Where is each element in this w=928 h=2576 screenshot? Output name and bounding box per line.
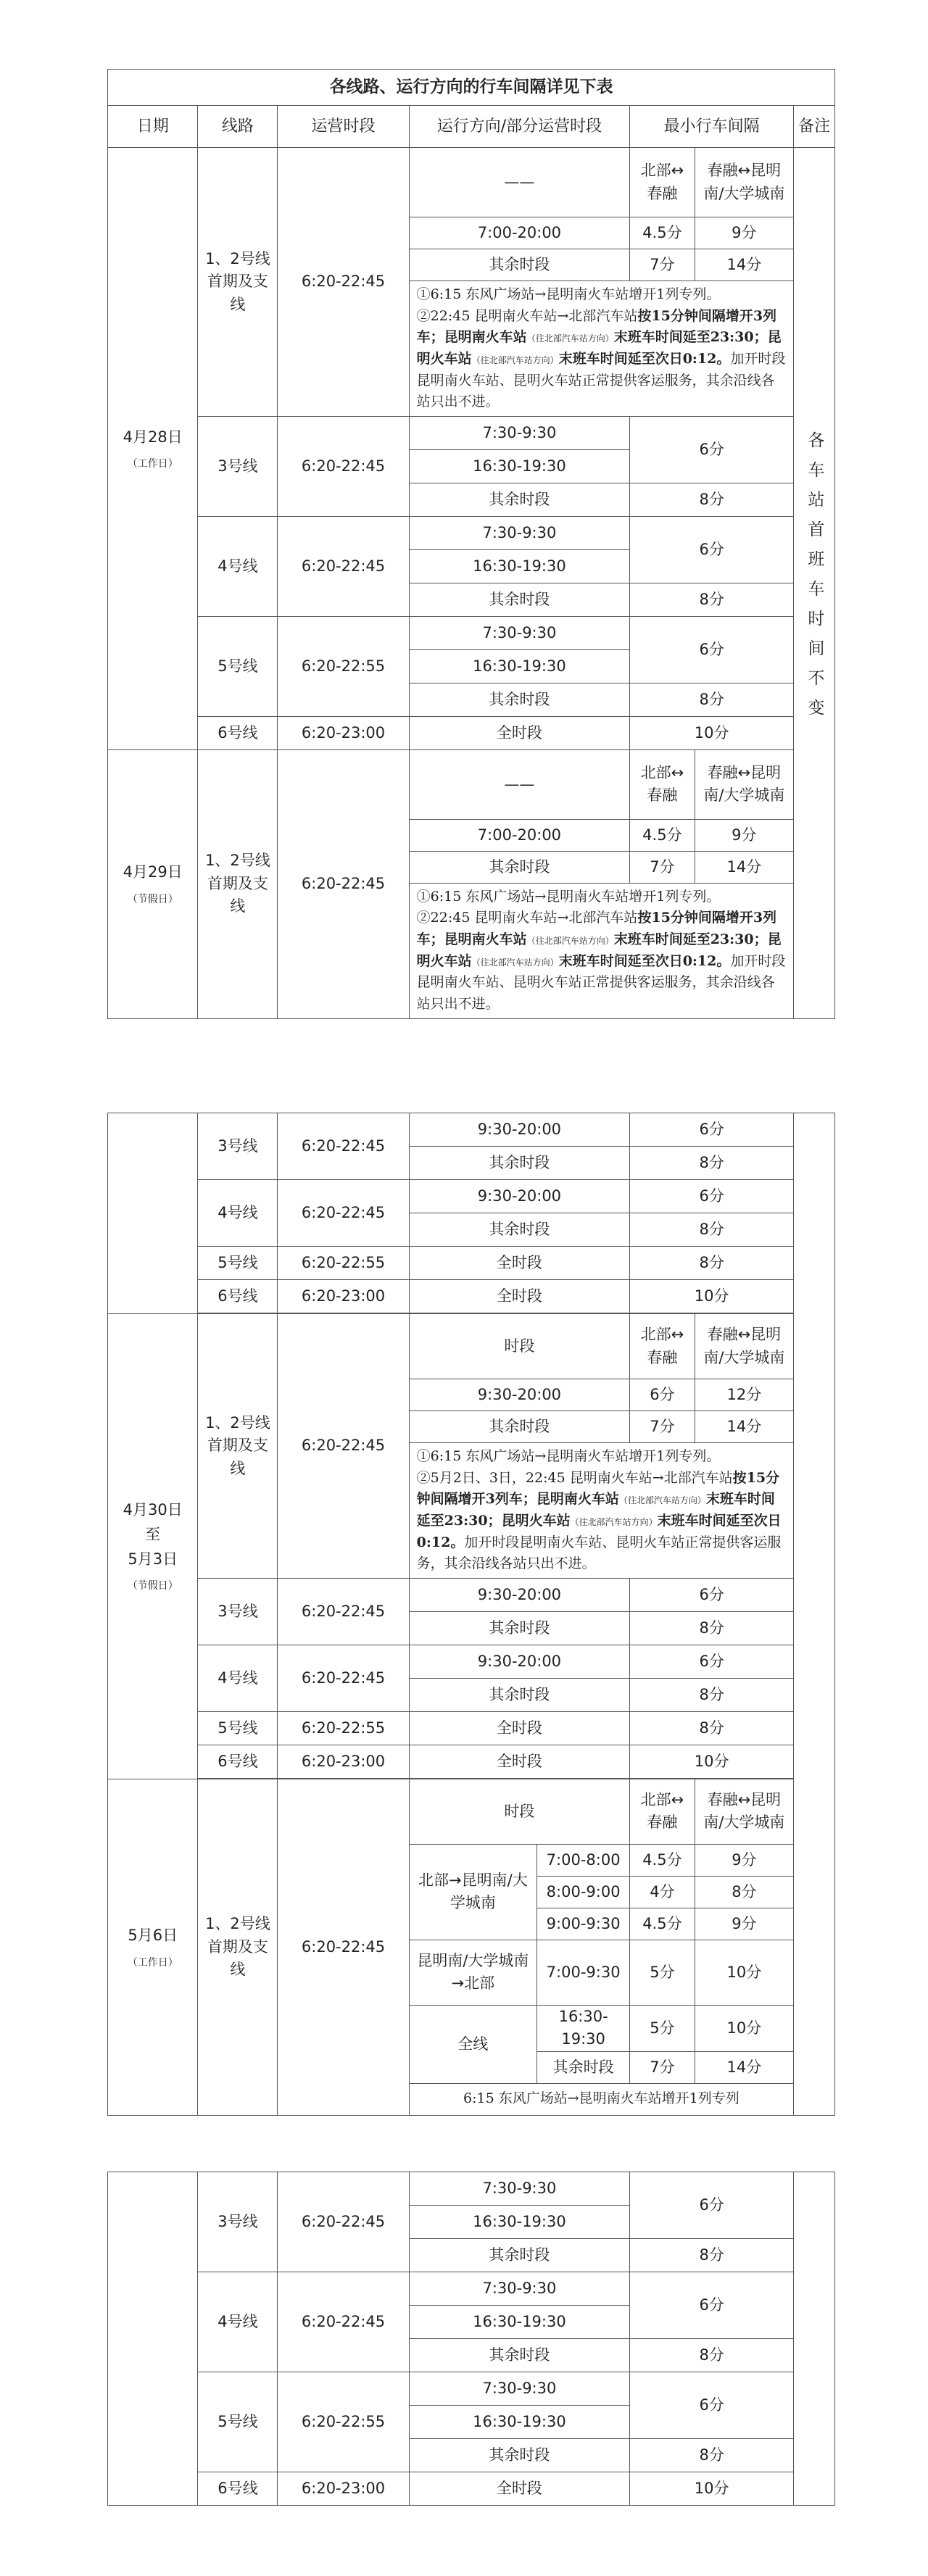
remarks-cell xyxy=(794,148,835,1019)
line-cell: 6号线 xyxy=(198,716,278,749)
line-cell: 4号线 xyxy=(198,2272,278,2372)
ops-cell: 6:20-22:45 xyxy=(278,148,409,417)
note-paragraph: ②22:45 昆明南火车站→北部汽车站按15分钟间隔增开3列车；昆明南火车站（往北部汽车站方向）末班车时间延至23:30；昆明火车站（往北部汽车站方向）末班车时间延至次日0:12。加开时段昆明南火车站、昆明火车站正常提供客运服务，其余沿线各站只出不进。 xyxy=(416,910,786,1012)
ops-cell: 6:20-22:45 xyxy=(278,416,409,516)
date-label: 4月30日 xyxy=(123,1501,183,1519)
period-cell: 9:30-20:00 xyxy=(409,1645,630,1678)
value-cell: 5分 xyxy=(630,2005,695,2051)
note-paragraph: ②5月2日、3日，22:45 昆明南火车站→北部汽车站按15分钟间隔增开3列车；昆明南火车站（往北部汽车站方向）末班车时间延至23:30；昆明火车站（往北部汽车站方向）末班车时间延至次日0:12。加开时段昆明南火车站、昆明火车站正常提供客运服务，其余沿线各站只出不进。 xyxy=(416,1469,782,1572)
value-cell: 8分 xyxy=(630,1611,794,1645)
period-cell: 9:30-20:00 xyxy=(409,1180,630,1213)
value-cell: 6分 xyxy=(630,2172,794,2239)
value-cell: 4分 xyxy=(630,1876,695,1908)
line-cell: 4号线 xyxy=(198,1180,278,1247)
period-cell: 其余时段 xyxy=(409,683,630,716)
period-cell: 7:30-9:30 xyxy=(409,2372,630,2406)
period-cell: 8:00-9:00 xyxy=(537,1876,630,1908)
line-cell: 6号线 xyxy=(198,2472,278,2506)
value-cell: 4.5分 xyxy=(630,217,695,249)
subheader-period: 时段 xyxy=(409,1314,630,1379)
table-page-3 xyxy=(107,2172,835,2506)
remarks-cell-cont xyxy=(794,1113,835,2116)
period-cell: 其余时段 xyxy=(409,851,630,883)
value-cell: 9分 xyxy=(695,1908,794,1940)
note-cell xyxy=(409,281,793,417)
value-cell: 10分 xyxy=(630,1280,794,1313)
period-cell: 其余时段 xyxy=(409,483,630,516)
period-cell: 7:30-9:30 xyxy=(409,2272,630,2306)
period-cell: 其余时段 xyxy=(409,1147,630,1180)
line-cell: 1、2号线首期及支线 xyxy=(198,148,278,417)
line-cell: 5号线 xyxy=(198,616,278,716)
line-cell: 3号线 xyxy=(198,1578,278,1645)
value-cell: 6分 xyxy=(630,516,794,583)
value-cell: 7分 xyxy=(630,2051,695,2083)
value-cell: 9分 xyxy=(695,819,794,851)
value-cell: 14分 xyxy=(695,1411,794,1443)
period-cell: 16:30-19:30 xyxy=(409,449,630,483)
value-cell: 6分 xyxy=(630,2272,794,2339)
period-cell: 7:00-20:00 xyxy=(409,217,630,249)
period-cell: 全时段 xyxy=(409,1280,630,1313)
period-cell: 全时段 xyxy=(409,1247,630,1280)
value-cell: 10分 xyxy=(695,2005,794,2051)
header-ops: 运营时段 xyxy=(278,106,409,148)
schedule-table-1 xyxy=(107,69,835,1019)
subheader-chunrong-kmnan: 春融↔昆明南/大学城南 xyxy=(695,148,794,217)
value-cell: 8分 xyxy=(630,2239,794,2272)
value-cell: 6分 xyxy=(630,1645,794,1678)
line-cell: 1、2号线首期及支线 xyxy=(198,749,278,1018)
line-cell: 5号线 xyxy=(198,2372,278,2472)
date-type: （工作日） xyxy=(127,1956,178,1969)
period-cell: 16:30-19:30 xyxy=(537,2005,630,2051)
period-cell: 其余时段 xyxy=(409,2239,630,2272)
period-cell: 其余时段 xyxy=(409,249,630,281)
period-cell: 7:00-20:00 xyxy=(409,819,630,851)
period-cell: 7:30-9:30 xyxy=(409,516,630,549)
subheader-north-chunrong: 北部↔春融 xyxy=(630,749,695,819)
line-cell: 1、2号线首期及支线 xyxy=(198,1779,278,2116)
subheader-dash: —— xyxy=(409,749,630,819)
value-cell: 10分 xyxy=(630,2472,794,2506)
value-cell: 10分 xyxy=(630,1745,794,1778)
subheader-north-chunrong: 北部↔春融 xyxy=(630,148,695,217)
direction-cell: 全线 xyxy=(409,2005,536,2083)
value-cell: 10分 xyxy=(695,1940,794,2005)
date-type: （工作日） xyxy=(127,458,178,470)
value-cell: 9分 xyxy=(695,1844,794,1876)
schedule-table-3 xyxy=(107,2172,835,2506)
subheader-north-chunrong: 北部↔春融 xyxy=(630,1314,695,1379)
subheader-period: 时段 xyxy=(409,1779,630,1844)
line-cell: 5号线 xyxy=(198,1711,278,1745)
header-date: 日期 xyxy=(108,106,198,148)
value-cell: 10分 xyxy=(630,716,794,749)
line-cell: 6号线 xyxy=(198,1280,278,1313)
period-cell: 其余时段 xyxy=(409,2339,630,2372)
value-cell: 12分 xyxy=(695,1379,794,1411)
value-cell: 8分 xyxy=(630,683,794,716)
table-title: 各线路、运行方向的行车间隔详见下表 xyxy=(108,70,835,106)
period-cell: 全时段 xyxy=(409,1745,630,1778)
ops-cell: 6:20-23:00 xyxy=(278,1745,409,1778)
ops-cell: 6:20-22:45 xyxy=(278,749,409,1018)
date-label: 5月6日 xyxy=(128,1927,178,1945)
date-label: 4月28日 xyxy=(123,428,183,446)
date-cell-506-cont xyxy=(108,2172,198,2506)
value-cell: 8分 xyxy=(630,1147,794,1180)
date-cell-506 xyxy=(108,1779,198,2116)
period-cell: 全时段 xyxy=(409,1711,630,1745)
period-cell: 7:30-9:30 xyxy=(409,616,630,649)
ops-cell: 6:20-22:55 xyxy=(278,2372,409,2472)
period-cell: 全时段 xyxy=(409,716,630,749)
subheader-chunrong-kmnan: 春融↔昆明南/大学城南 xyxy=(695,749,794,819)
ops-cell: 6:20-22:45 xyxy=(278,2172,409,2272)
line-cell: 3号线 xyxy=(198,2172,278,2272)
value-cell: 8分 xyxy=(630,1247,794,1280)
value-cell: 6分 xyxy=(630,1379,695,1411)
period-cell: 其余时段 xyxy=(409,583,630,616)
date-cell-428 xyxy=(108,148,198,750)
value-cell: 8分 xyxy=(630,1213,794,1247)
line-cell: 4号线 xyxy=(198,1645,278,1711)
value-cell: 7分 xyxy=(630,249,695,281)
ops-cell: 6:20-22:45 xyxy=(278,2272,409,2372)
header-line: 线路 xyxy=(198,106,278,148)
date-type: （节假日） xyxy=(127,1580,178,1592)
ops-cell: 6:20-22:45 xyxy=(278,1645,409,1711)
value-cell: 6分 xyxy=(630,1180,794,1213)
subheader-dash: —— xyxy=(409,148,630,217)
ops-cell: 6:20-22:55 xyxy=(278,1711,409,1745)
value-cell: 6分 xyxy=(630,2372,794,2439)
value-cell: 8分 xyxy=(630,2339,794,2372)
ops-cell: 6:20-23:00 xyxy=(278,1280,409,1313)
value-cell: 6分 xyxy=(630,1113,794,1147)
ops-cell: 6:20-22:45 xyxy=(278,516,409,616)
line-cell: 6号线 xyxy=(198,1745,278,1778)
date-label: 至 xyxy=(145,1526,161,1544)
subheader-north-chunrong: 北部↔春融 xyxy=(630,1779,695,1844)
period-cell: 7:00-9:30 xyxy=(537,1940,630,2005)
ops-cell: 6:20-22:55 xyxy=(278,616,409,716)
value-cell: 6分 xyxy=(630,416,794,483)
direction-cell: 昆明南/大学城南→北部 xyxy=(409,1940,536,2005)
header-direction: 运行方向/部分运营时段 xyxy=(409,106,630,148)
line-cell: 4号线 xyxy=(198,516,278,616)
subheader-chunrong-kmnan: 春融↔昆明南/大学城南 xyxy=(695,1314,794,1379)
ops-cell: 6:20-22:45 xyxy=(278,1779,409,2116)
period-cell: 16:30-19:30 xyxy=(409,649,630,683)
period-cell: 其余时段 xyxy=(409,1678,630,1711)
ops-cell: 6:20-22:45 xyxy=(278,1180,409,1247)
note-cell xyxy=(409,1443,794,1579)
period-cell: 其余时段 xyxy=(409,1411,630,1443)
period-cell: 7:00-8:00 xyxy=(537,1844,630,1876)
ops-cell: 6:20-22:55 xyxy=(278,1247,409,1280)
ops-cell: 6:20-22:45 xyxy=(278,1314,409,1579)
date-cell-429 xyxy=(108,749,198,1018)
period-cell: 其余时段 xyxy=(409,1213,630,1247)
period-cell: 其余时段 xyxy=(409,2439,630,2472)
period-cell: 9:30-20:00 xyxy=(409,1379,630,1411)
date-cell-430 xyxy=(108,1314,198,1779)
header-min-interval: 最小行车间隔 xyxy=(630,106,794,148)
note-line: ①6:15 东风广场站→昆明南火车站增开1列专列。 xyxy=(416,1448,721,1464)
period-cell: 7:30-9:30 xyxy=(409,2172,630,2206)
date-cell-429-cont xyxy=(108,1113,198,1314)
direction-cell: 北部→昆明南/大学城南 xyxy=(409,1844,536,1940)
schedule-table-2 xyxy=(107,1113,835,2116)
value-cell: 8分 xyxy=(630,483,794,516)
value-cell: 7分 xyxy=(630,1411,695,1443)
value-cell: 6分 xyxy=(630,616,794,683)
line-cell: 3号线 xyxy=(198,416,278,516)
value-cell: 9分 xyxy=(695,217,794,249)
value-cell: 4.5分 xyxy=(630,819,695,851)
date-type: （节假日） xyxy=(127,893,178,905)
line-cell: 5号线 xyxy=(198,1247,278,1280)
value-cell: 8分 xyxy=(695,1876,794,1908)
note-cell: 6:15 东风广场站→昆明南火车站增开1列专列 xyxy=(409,2083,794,2115)
period-cell: 其余时段 xyxy=(409,1611,630,1645)
value-cell: 14分 xyxy=(695,249,794,281)
ops-cell: 6:20-23:00 xyxy=(278,2472,409,2506)
value-cell: 4.5分 xyxy=(630,1844,695,1876)
value-cell: 14分 xyxy=(695,851,794,883)
period-cell: 其余时段 xyxy=(537,2051,630,2083)
ops-cell: 6:20-23:00 xyxy=(278,716,409,749)
ops-cell: 6:20-22:45 xyxy=(278,1113,409,1180)
note-paragraph: ②22:45 昆明南火车站→北部汽车站按15分钟间隔增开3列车；昆明南火车站（往北部汽车站方向）末班车时间延至23:30；昆明火车站（往北部汽车站方向）末班车时间延至次日0:12。加开时段昆明南火车站、昆明火车站正常提供客运服务，其余沿线各站只出不进。 xyxy=(416,307,786,410)
value-cell: 7分 xyxy=(630,851,695,883)
value-cell: 14分 xyxy=(695,2051,794,2083)
value-cell: 8分 xyxy=(630,583,794,616)
header-remarks: 备注 xyxy=(794,106,835,148)
period-cell: 9:00-9:30 xyxy=(537,1908,630,1940)
line-cell: 3号线 xyxy=(198,1113,278,1180)
note-line: ①6:15 东风广场站→昆明南火车站增开1列专列。 xyxy=(416,286,721,302)
value-cell: 6分 xyxy=(630,1578,794,1611)
value-cell: 4.5分 xyxy=(630,1908,695,1940)
period-cell: 16:30-19:30 xyxy=(409,2406,630,2439)
period-cell: 16:30-19:30 xyxy=(409,549,630,583)
note-cell xyxy=(409,883,793,1018)
period-cell: 9:30-20:00 xyxy=(409,1113,630,1147)
ops-cell: 6:20-22:45 xyxy=(278,1578,409,1645)
period-cell: 全时段 xyxy=(409,2472,630,2506)
line-cell: 1、2号线首期及支线 xyxy=(198,1314,278,1579)
table-page-1 xyxy=(107,69,835,1019)
remarks-cell-cont xyxy=(794,2172,835,2506)
value-cell: 8分 xyxy=(630,1711,794,1745)
period-cell: 16:30-19:30 xyxy=(409,2306,630,2339)
date-label: 4月29日 xyxy=(123,863,183,881)
remarks-text: 各车站首班车时间不变 xyxy=(805,431,824,728)
period-cell: 7:30-9:30 xyxy=(409,416,630,449)
period-cell: 9:30-20:00 xyxy=(409,1578,630,1611)
date-label: 5月3日 xyxy=(128,1550,178,1568)
value-cell: 5分 xyxy=(630,1940,695,2005)
note-line: ①6:15 东风广场站→昆明南火车站增开1列专列。 xyxy=(416,888,721,905)
period-cell: 16:30-19:30 xyxy=(409,2206,630,2239)
table-page-2 xyxy=(107,1113,835,2116)
value-cell: 8分 xyxy=(630,2439,794,2472)
subheader-chunrong-kmnan: 春融↔昆明南/大学城南 xyxy=(695,1779,794,1844)
value-cell: 8分 xyxy=(630,1678,794,1711)
